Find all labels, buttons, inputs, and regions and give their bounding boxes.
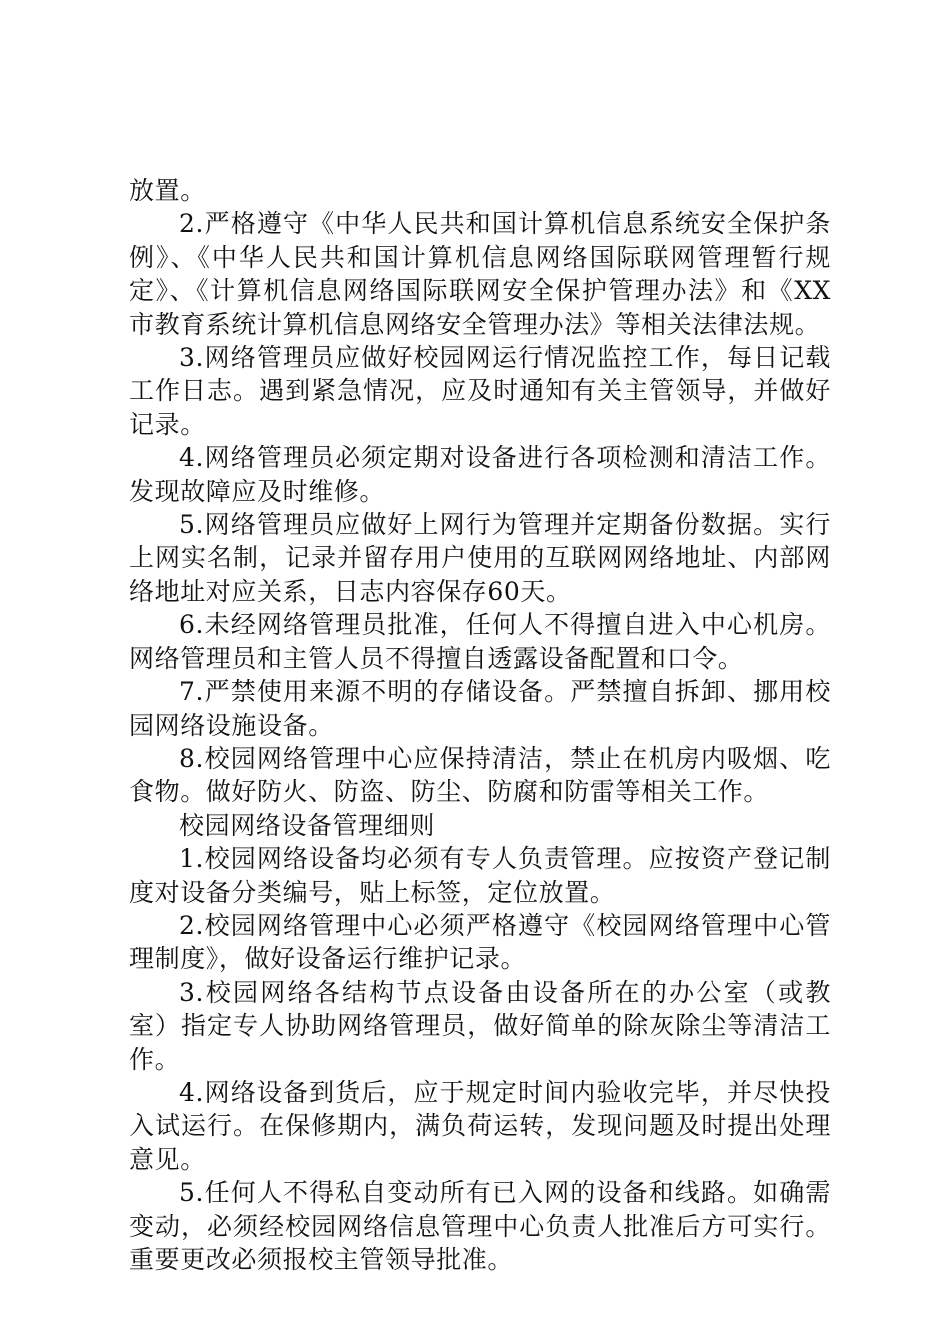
paragraph-rule-8: 8.校园网络管理中心应保持清洁，禁止在机房内吸烟、吃食物。做好防火、防盗、防尘、防腐和防雷等相关工作。 <box>129 743 831 807</box>
section-heading: 校园网络设备管理细则 <box>179 810 436 840</box>
paragraph-detail-2: 2.校园网络管理中心必须严格遵守《校园网络管理中心管理制度》，做好设备运行维护记录。 <box>129 910 831 974</box>
paragraph-detail-3: 3.校园网络各结构节点设备由设备所在的办公室（或教室）指定专人协助网络管理员，做好简单的除灰除尘等清洁工作。 <box>129 977 831 1074</box>
paragraph-rule-7: 7.严禁使用来源不明的存储设备。严禁擅自拆卸、挪用校园网络设施设备。 <box>129 677 831 740</box>
paragraph-detail-1: 1.校园网络设备均必须有专人负责管理。应按资产登记制度对设备分类编号，贴上标签，定位放置。 <box>129 844 831 907</box>
paragraph-rule-4: 4.网络管理员必须定期对设备进行各项检测和清洁工作。发现故障应及时维修。 <box>129 443 831 506</box>
document-page <box>129 174 831 1276</box>
paragraph-rule-6: 6.未经网络管理员批准，任何人不得擅自进入中心机房。网络管理员和主管人员不得擅自透露设备配置和口令。 <box>129 610 831 673</box>
paragraph-continuation: 放置。 <box>129 176 206 205</box>
paragraph-rule-3: 3.网络管理员应做好校园网运行情况监控工作，每日记载工作日志。遇到紧急情况，应及时通知有关主管领导，并做好记录。 <box>129 343 831 439</box>
paragraph-rule-5: 5.网络管理员应做好上网行为管理并定期备份数据。实行上网实名制，记录并留存用户使用的互联网网络地址、内部网络地址对应关系，日志内容保存60天。 <box>129 510 831 606</box>
paragraph-detail-5: 5.任何人不得私自变动所有已入网的设备和线路。如确需变动，必须经校园网络信息管理中心负责人批准后方可实行。重要更改必须报校主管领导批准。 <box>129 1178 831 1274</box>
paragraph-rule-2: 2.严格遵守《中华人民共和国计算机信息系统安全保护条例》、《中华人民共和国计算机信息网络国际联网管理暂行规定》、《计算机信息网络国际联网安全保护管理办法》和《XX市教育系统计算机信息网络安全管理办法》等相关法律法规。 <box>129 209 831 339</box>
paragraph-detail-4: 4.网络设备到货后，应于规定时间内验收完毕，并尽快投入试运行。在保修期内，满负荷运转，发现问题及时提出处理意见。 <box>129 1077 831 1174</box>
